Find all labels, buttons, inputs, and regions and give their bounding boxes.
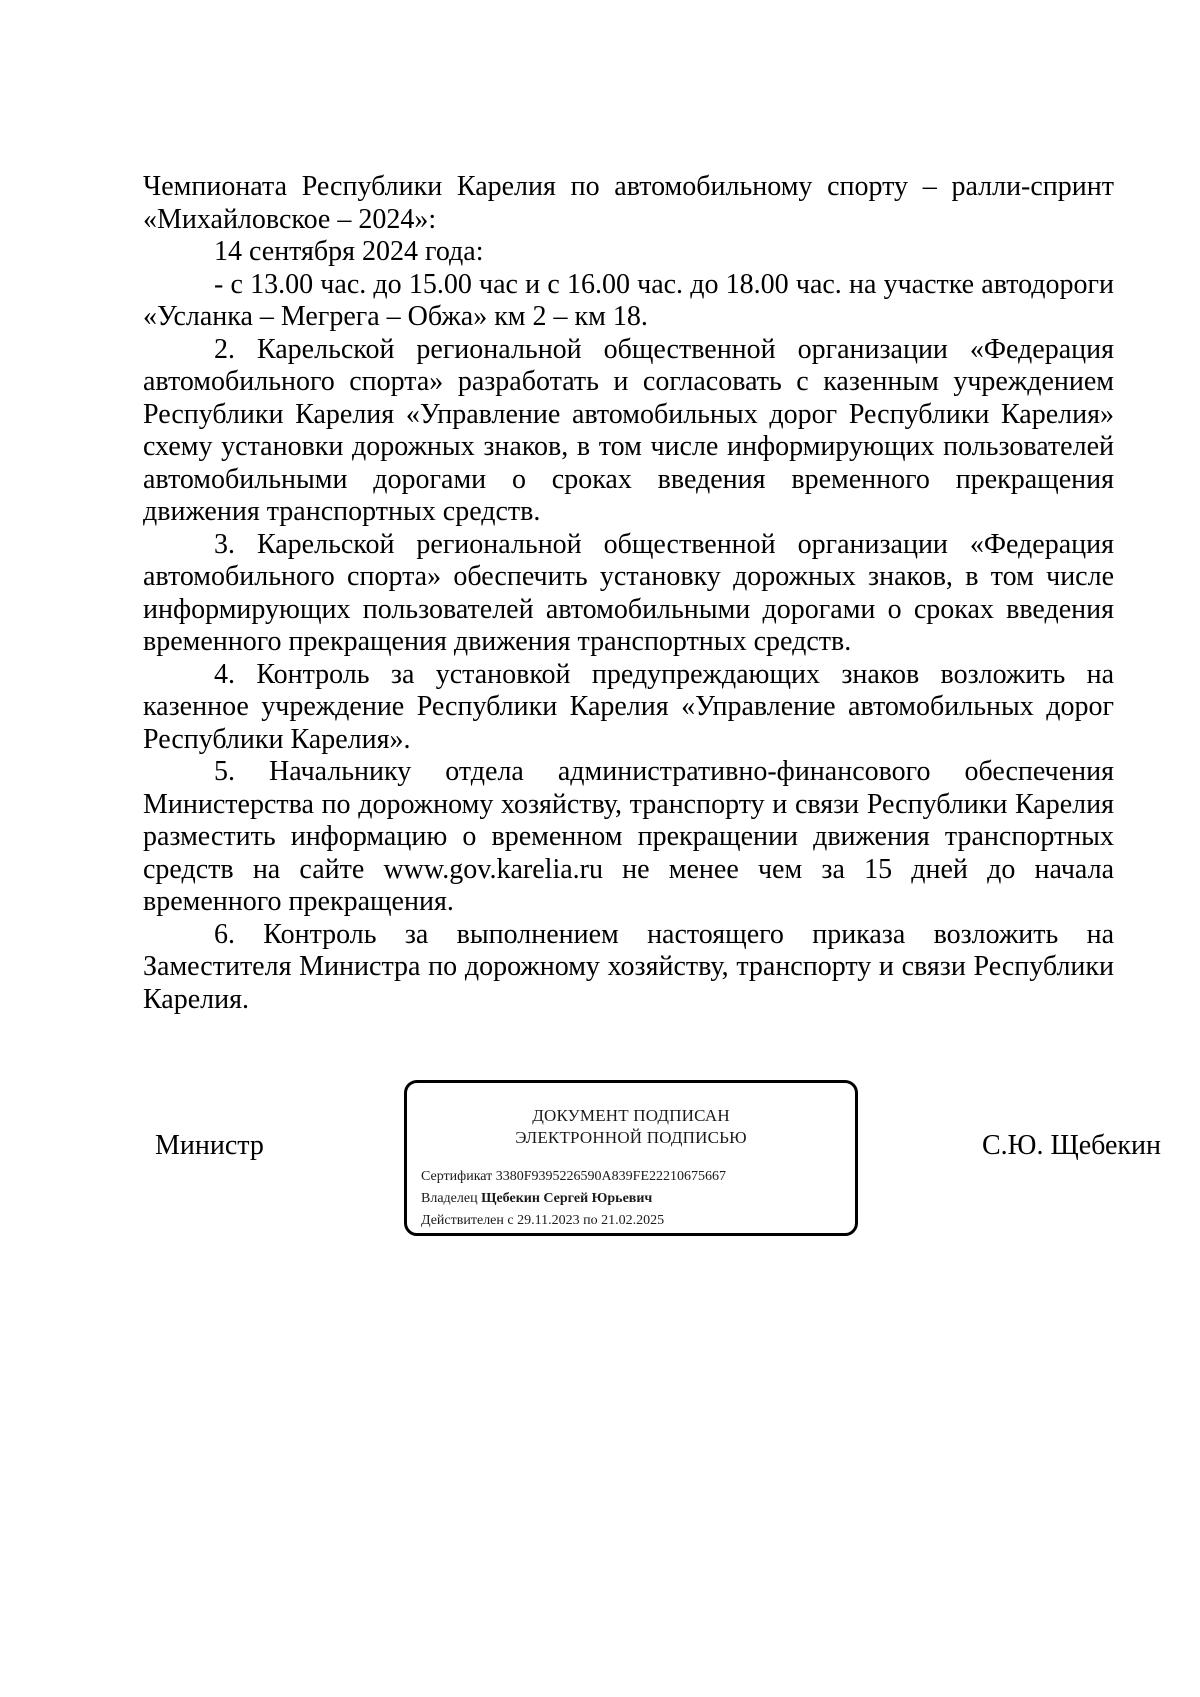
stamp-certificate: Сертификат 3380F9395226590A839FE22210675667 xyxy=(421,1169,727,1184)
paragraph-item-4: 4. Контроль за установкой предупреждающих знаков возложить на казенное учреждение Республики Карелия «Управление автомобильных дорог Республики Карелия». xyxy=(143,658,1114,755)
signer-position: Министр xyxy=(155,1130,264,1161)
stamp-title-line-2: ЭЛЕКТРОННОЙ ПОДПИСЬЮ xyxy=(515,1128,747,1147)
paragraph-item-3: 3. Карельской региональной общественной организации «Федерация автомобильного спорта» обеспечить установку дорожных знаков, в том числе информирующих пользователей автомобильными дорогами о сроках введения временного прекращения движения транспортных средств. xyxy=(143,528,1114,657)
stamp-owner xyxy=(421,1190,652,1208)
stamp-owner-name: Щебекин Сергей Юрьевич xyxy=(481,1191,653,1206)
paragraph-item-5: 5. Начальнику отдела административно-финансового обеспечения Министерства по дорожному хозяйству, транспорту и связи Республики Карелия разместить информацию о временном прекращении движения транспортных средств на сайте www.gov.karelia.ru не менее чем за 15 дней до начала временного прекращения. xyxy=(143,756,1114,917)
paragraph-date: 14 сентября 2024 года: xyxy=(214,236,484,267)
paragraph-item-6: 6. Контроль за выполнением настоящего приказа возложить на Заместителя Министра по дорожному хозяйству, транспорту и связи Республики Карелия. xyxy=(143,918,1114,1015)
signer-name: С.Ю. Щебекин xyxy=(982,1130,1162,1161)
stamp-owner-label: Владелец xyxy=(421,1191,478,1206)
stamp-title-line-1: ДОКУМЕНТ ПОДПИСАН xyxy=(532,1106,730,1125)
paragraph-championship: Чемпионата Республики Карелия по автомобильному спорту – ралли-спринт «Михайловское – 2024»: xyxy=(143,171,1114,235)
paragraph-item-2: 2. Карельской региональной общественной организации «Федерация автомобильного спорта» разработать и согласовать с казенным учреждением Республики Карелия «Управление автомобильных дорог Республики Карелия» схему установки дорожных знаков, в том числе информирующих пользователей автомобильными дорогами о сроках введения временного прекращения движения транспортных средств. xyxy=(143,333,1114,527)
order-body-text xyxy=(143,171,1114,1016)
electronic-signature-stamp xyxy=(404,1080,858,1236)
paragraph-time-section: - с 13.00 час. до 15.00 час и с 16.00 час. до 18.00 час. на участке автодороги «Усланка – Мегрега – Обжа» км 2 – км 18. xyxy=(143,268,1114,332)
stamp-validity: Действителен с 29.11.2023 по 21.02.2025 xyxy=(421,1213,665,1228)
signature-block xyxy=(0,1080,1200,1250)
